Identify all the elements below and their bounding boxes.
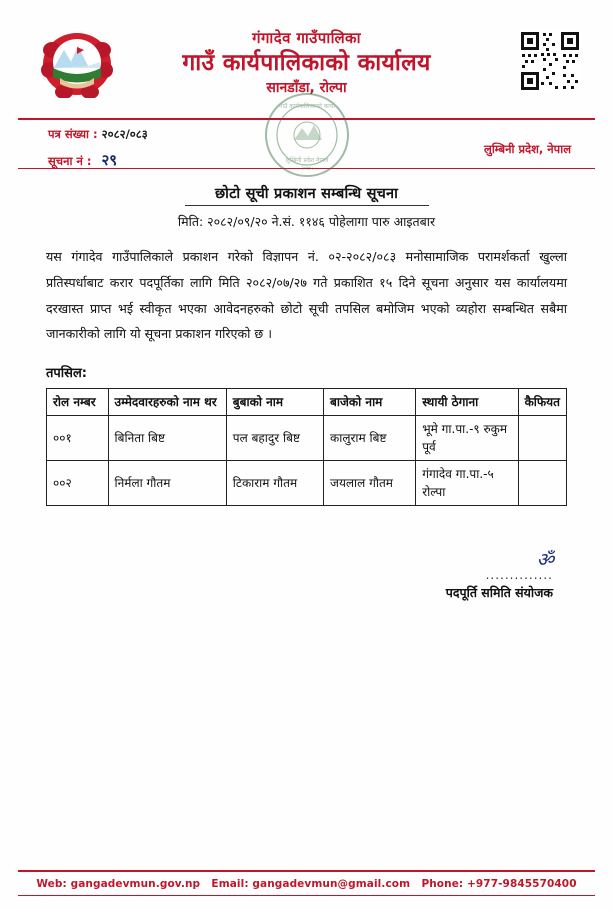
footer-divider-bottom: [18, 895, 595, 896]
cell-candidate-name: निर्मला गौतम: [108, 461, 226, 506]
title-underline: [185, 205, 429, 206]
svg-text:गाउँ कार्यपालिकाको कार्या: गाउँ कार्यपालिकाको कार्या: [278, 103, 335, 110]
shortlist-table: [46, 388, 567, 506]
column-header-remarks: कैफियत: [518, 389, 566, 416]
organization-address: सानडाँडा, रोल्पा: [266, 80, 347, 97]
column-header-permanent-address: स्थायी ठेगाना: [416, 389, 518, 416]
letter-number-label: पत्र संख्या :: [48, 127, 98, 141]
qr-code-icon: [519, 30, 581, 92]
footer-email-value[interactable]: gangadevmun@gmail.com: [252, 878, 411, 890]
column-header-roll-number: रोल नम्बर: [47, 389, 109, 416]
page-title: छोटो सूची प्रकाशन सम्बन्धि सूचना: [214, 186, 399, 202]
footer-phone-label: Phone:: [421, 878, 464, 890]
svg-text:लुम्बिनी प्रदेश नेपाल: लुम्बिनी प्रदेश नेपाल: [285, 157, 328, 164]
column-header-candidate-name: उम्मेदवारहरुको नाम थर: [108, 389, 226, 416]
nepal-emblem-icon: [40, 24, 114, 98]
svg-text:२०७५: २०७५: [300, 165, 313, 172]
cell-remarks: [518, 461, 566, 506]
letterhead: [0, 0, 613, 118]
letter-number-value: २०८२/०८३: [101, 127, 148, 141]
signature-mark: ॐ: [536, 549, 553, 572]
document-footer: [0, 870, 613, 896]
document-body: [0, 169, 613, 601]
province-label: लुम्बिनी प्रदेश, नेपाल: [484, 142, 571, 156]
organization-top-line: गंगादेव गाउँपालिका: [252, 29, 361, 47]
cell-roll-number: ००२: [47, 461, 109, 506]
notice-number-value: २९: [101, 150, 118, 169]
cell-candidate-name: बिनिता बिष्ट: [108, 416, 226, 461]
column-header-grandfather-name: बाजेको नाम: [324, 389, 416, 416]
document-date: मिति: २०८२/०९/२० ने.सं. ११४६ पोहेलागा पारु आइतबार: [177, 214, 436, 229]
signature-block: [46, 546, 567, 601]
column-header-father-name: बुबाको नाम: [226, 389, 323, 416]
signature-caption: पदपूर्ति समिति संयोजक: [445, 585, 553, 601]
footer-contact-line: [0, 872, 613, 895]
cell-grandfather-name: जयलाल गौतम: [324, 461, 416, 506]
footer-email-label: Email:: [211, 878, 249, 890]
cell-father-name: पल बहादुर बिष्ट: [226, 416, 323, 461]
table-header-row: [47, 389, 567, 416]
signature-line: ..............: [485, 568, 553, 583]
cell-remarks: [518, 416, 566, 461]
details-section-label: तपसिल:: [46, 366, 87, 382]
notice-number-label: सूचना नं :: [48, 153, 92, 168]
footer-web-value[interactable]: gangadevmun.gov.np: [70, 878, 201, 890]
table-row: [47, 416, 567, 461]
cell-permanent-address: भूमे गा.पा.-९ रुकुम पूर्व: [416, 416, 518, 461]
notice-paragraph: यस गंगादेव गाउँपालिकाले प्रकाशन गरेको विज्ञापन नं. ०२-२०८२/०८३ मनोसामाजिक परामर्शकर्ता खुल्ला प्रतिस्पर्धाबाट करार पदपूर्तिका लागि मिति २०८२/०७/२७ गते प्रकाशित १५ दिने सूचना अनुसार यस कार्यालयमा दरखास्त प्राप्त भई स्वीकृत भएका आवेदनहरुको छोटो सूची तपसिल बमोजिम भएको व्यहोरा सम्बन्धित सबैमा जानकारीको लागि यो सूचना प्रकाशन गरिएको छ ।: [46, 249, 567, 342]
meta-left-block: [48, 124, 148, 174]
table-row: [47, 461, 567, 506]
cell-father-name: टिकाराम गौतम: [226, 461, 323, 506]
organization-name: गाउँ कार्यपालिकाको कार्यालय: [182, 49, 431, 76]
footer-phone-value[interactable]: +977-9845570400: [466, 878, 577, 890]
cell-grandfather-name: कालुराम बिष्ट: [324, 416, 416, 461]
cell-permanent-address: गंगादेव गा.पा.-५ रोल्पा: [416, 461, 518, 506]
footer-web-label: Web:: [36, 878, 67, 890]
cell-roll-number: ००१: [47, 416, 109, 461]
